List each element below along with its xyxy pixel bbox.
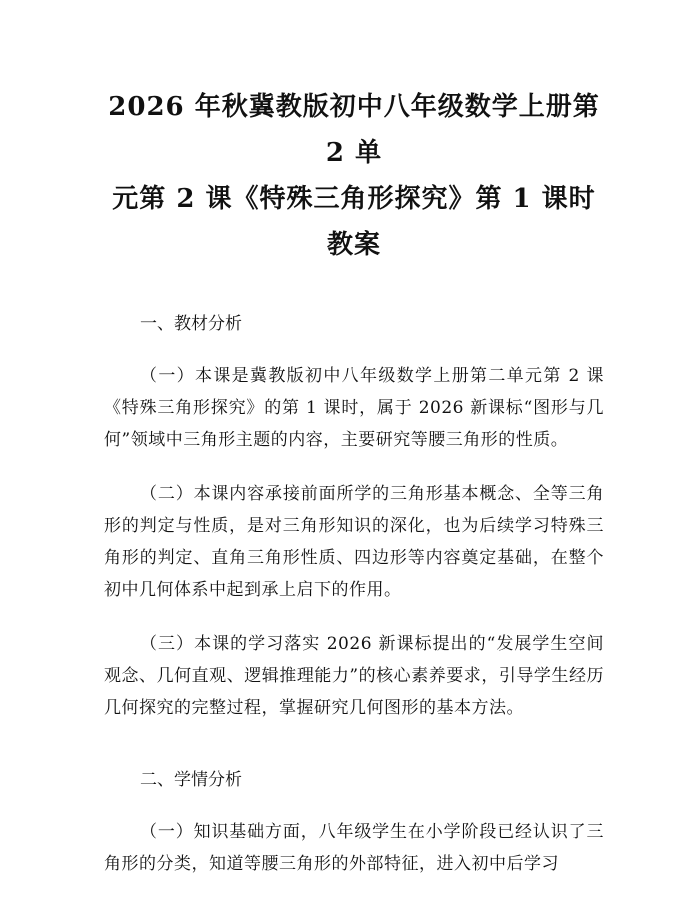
section-heading-textbook-analysis: 一、教材分析 [140, 314, 242, 334]
paragraph-1-2: （二）本课内容承接前面所学的三角形基本概念、全等三角形的判定与性质，是对三角形知识的深化，也为后续学习特殊三角形的判定、直角三角形性质、四边形等内容奠定基础，在整个初中几何体系中起到承上启下的作用。 [104, 484, 604, 600]
paragraph-1-1: （一）本课是冀教版初中八年级数学上册第二单元第 2 课《特殊三角形探究》的第 1 课时，属于 2026 新课标“图形与几何”领域中三角形主题的内容，主要研究等腰三角形的性质。 [104, 366, 604, 450]
title-line-2: 元第 2 课《特殊三角形探究》第 1 课时教案 [112, 184, 596, 260]
title-line-1: 2026 年秋冀教版初中八年级数学上册第 2 单 [108, 92, 600, 168]
paragraph-2-1: （一）知识基础方面，八年级学生在小学阶段已经认识了三角形的分类，知道等腰三角形的外部特征，进入初中后学习 [104, 822, 604, 874]
document-title [104, 84, 604, 268]
section-heading-learner-analysis: 二、学情分析 [140, 770, 242, 790]
paragraph-1-3: （三）本课的学习落实 2026 新课标提出的“发展学生空间观念、几何直观、逻辑推理能力”的核心素养要求，引导学生经历几何探究的完整过程，掌握研究几何图形的基本方法。 [104, 634, 604, 718]
